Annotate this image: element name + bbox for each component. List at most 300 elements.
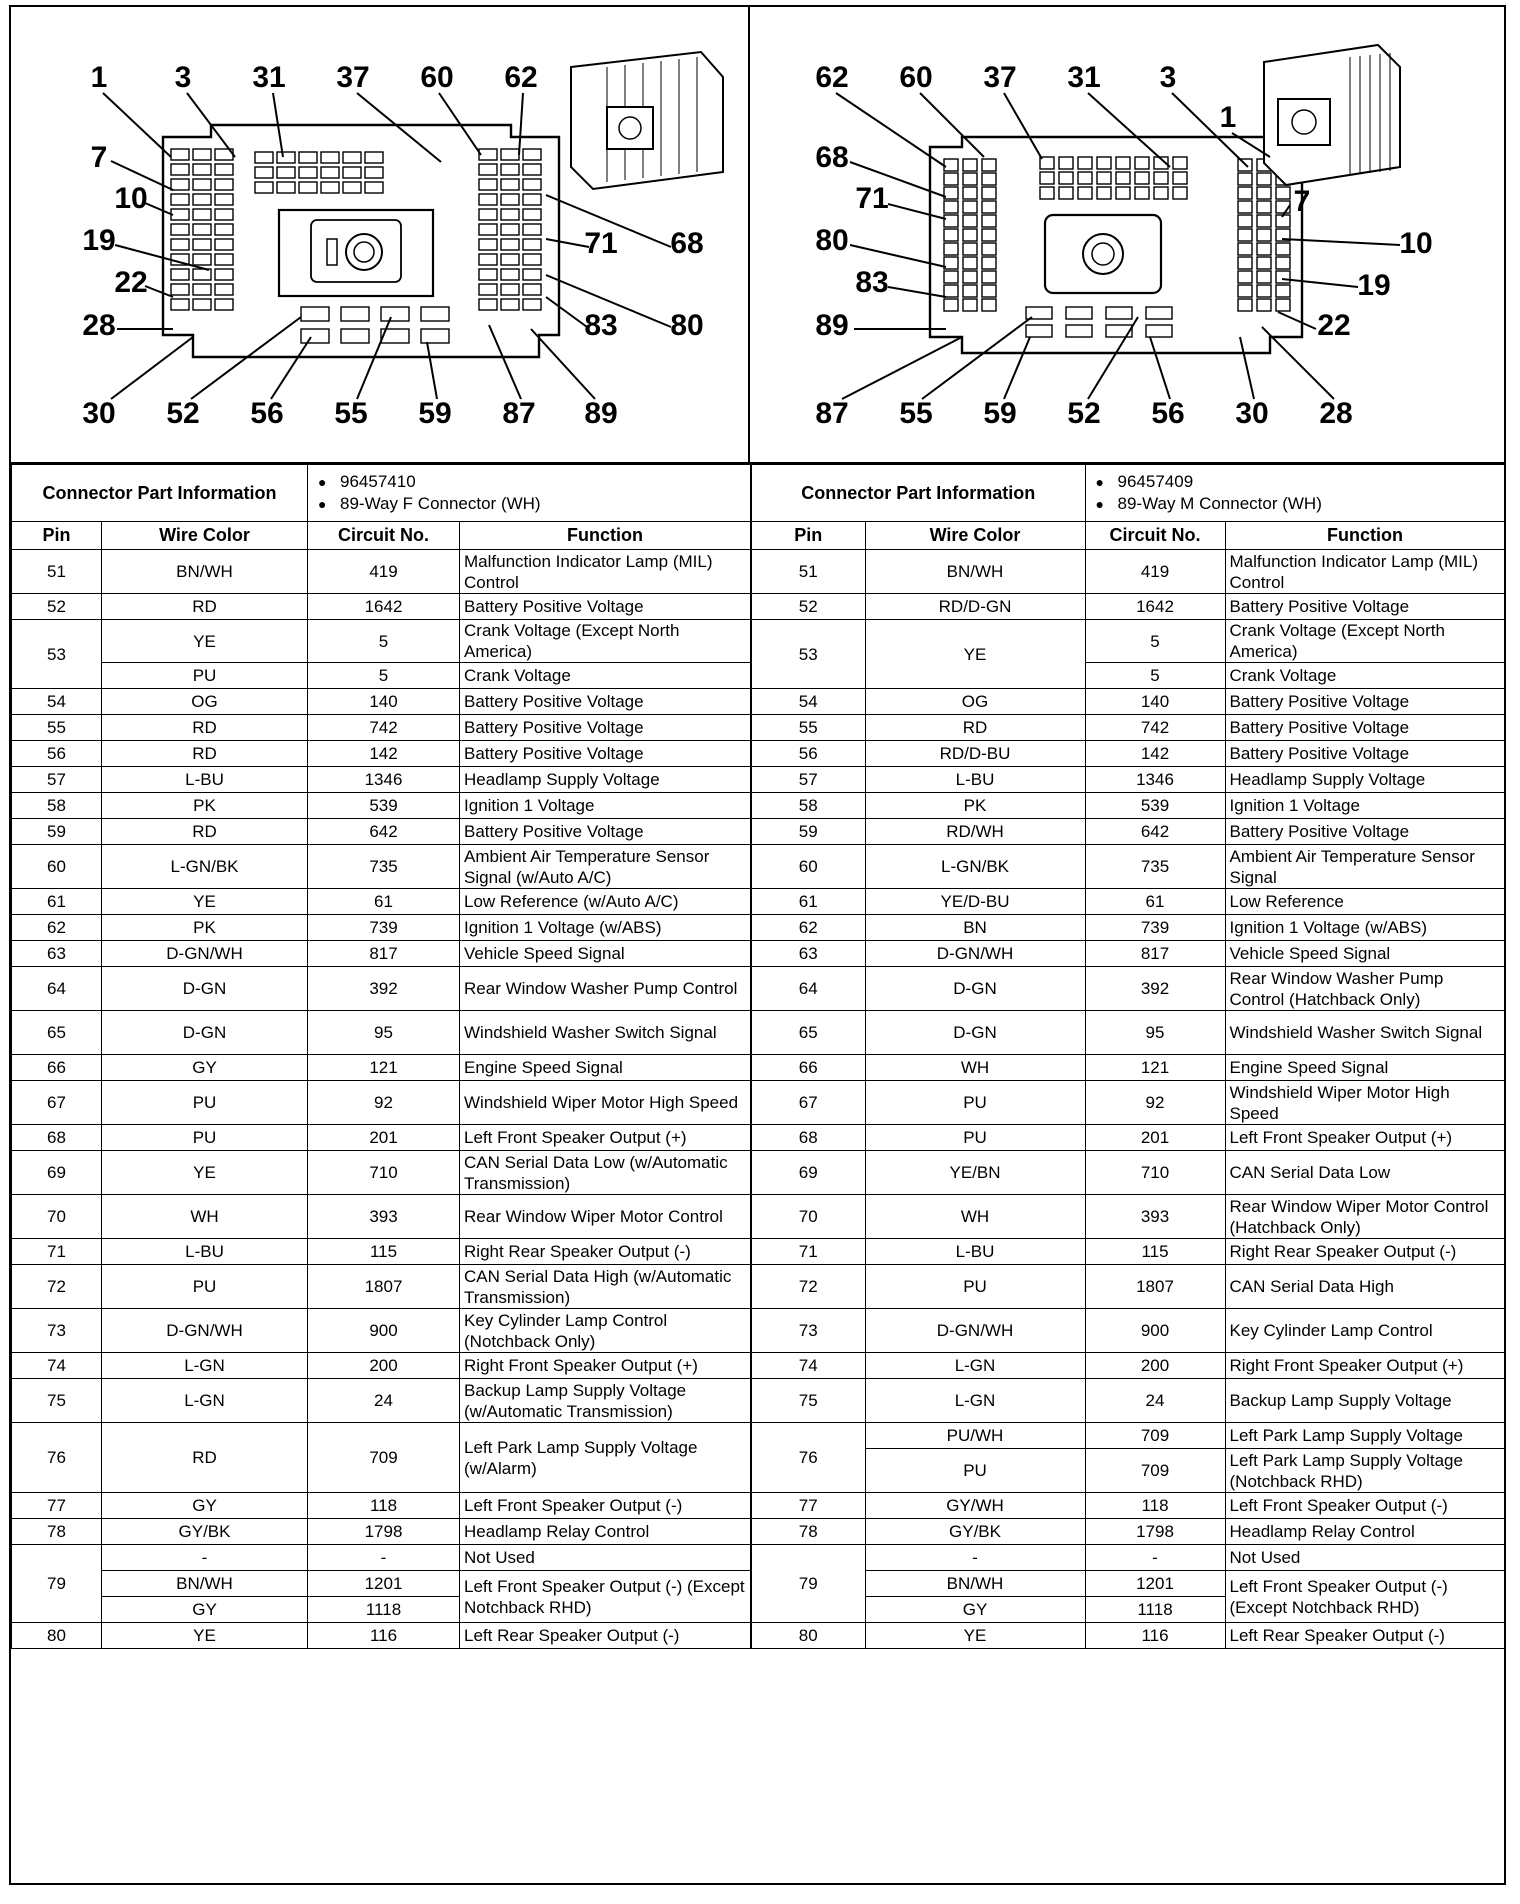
pin-cell: 65 <box>751 1011 865 1055</box>
terminal-cavity <box>501 149 519 160</box>
terminal-cavity <box>1059 157 1073 169</box>
wire-color-cell: PK <box>102 915 308 941</box>
wire-color-cell: WH <box>865 1055 1085 1081</box>
function-cell: Left Front Speaker Output (-) (Except Notchback RHD) <box>1225 1571 1505 1623</box>
wire-color-cell: YE <box>102 889 308 915</box>
terminal-cavity <box>1173 157 1187 169</box>
pin-number-label: 68 <box>815 141 849 174</box>
table-row <box>12 1623 751 1649</box>
pin-cell: 71 <box>751 1239 865 1265</box>
center-bolt-inner <box>1092 243 1114 265</box>
table-row <box>751 1265 1505 1309</box>
terminal-cavity <box>193 149 211 160</box>
wire-color-cell: GY/WH <box>865 1493 1085 1519</box>
wire-color-cell: GY <box>102 1493 308 1519</box>
wire-color-cell: BN/WH <box>865 550 1085 594</box>
pin-number-label: 59 <box>983 397 1017 430</box>
table-row <box>751 1195 1505 1239</box>
part-info-line <box>1096 493 1501 515</box>
circuit-number-cell: 61 <box>1085 889 1225 915</box>
table-row <box>12 620 751 663</box>
wire-color-cell: RD/WH <box>865 819 1085 845</box>
circuit-number-cell: 709 <box>308 1423 460 1493</box>
terminal-cavity <box>1257 243 1271 255</box>
function-cell: Vehicle Speed Signal <box>1225 941 1505 967</box>
terminal-cavity <box>277 152 295 163</box>
circuit-number-cell: 61 <box>308 889 460 915</box>
circuit-number-cell: 24 <box>1085 1379 1225 1423</box>
function-cell: Not Used <box>460 1545 751 1571</box>
function-cell: Left Park Lamp Supply Voltage (Notchback RHD) <box>1225 1449 1505 1493</box>
pin-cell: 67 <box>751 1081 865 1125</box>
wire-color-cell: YE <box>102 1623 308 1649</box>
terminal-cavity <box>171 179 189 190</box>
wire-color-cell: D-GN/WH <box>865 941 1085 967</box>
circuit-number-cell: 539 <box>308 793 460 819</box>
function-cell: Headlamp Supply Voltage <box>1225 767 1505 793</box>
table-row <box>12 1195 751 1239</box>
terminal-cavity <box>963 159 977 171</box>
function-cell: Ignition 1 Voltage (w/ABS) <box>1225 915 1505 941</box>
pin-number-label: 56 <box>1151 397 1185 430</box>
terminal-cavity <box>193 254 211 265</box>
table-row <box>751 550 1505 594</box>
part-info-row <box>751 465 1505 522</box>
table-row <box>751 1055 1505 1081</box>
table-row <box>751 941 1505 967</box>
wire-color-cell: PU/WH <box>865 1423 1085 1449</box>
terminal-cavity <box>171 269 189 280</box>
terminal-cavity <box>982 229 996 241</box>
terminal-cavity <box>299 152 317 163</box>
function-cell: Headlamp Supply Voltage <box>460 767 751 793</box>
pin-cell: 72 <box>751 1265 865 1309</box>
part-info-values <box>1085 465 1505 522</box>
circuit-number-cell: 201 <box>1085 1125 1225 1151</box>
pin-cell: 57 <box>751 767 865 793</box>
table-row <box>12 1309 751 1353</box>
pin-callout <box>1262 327 1353 430</box>
terminal-cavity <box>479 164 497 175</box>
circuit-number-cell: 1118 <box>308 1597 460 1623</box>
function-cell: Headlamp Relay Control <box>1225 1519 1505 1545</box>
terminal-cavity <box>963 173 977 185</box>
pin-cell: 51 <box>751 550 865 594</box>
pin-cell: 68 <box>751 1125 865 1151</box>
terminal-cavity <box>982 257 996 269</box>
terminal-cavity <box>479 194 497 205</box>
table-row <box>12 967 751 1011</box>
table-row <box>751 845 1505 889</box>
table-row <box>12 1519 751 1545</box>
circuit-number-cell: 709 <box>1085 1423 1225 1449</box>
circuit-number-cell: 121 <box>1085 1055 1225 1081</box>
function-cell: Crank Voltage <box>460 663 751 689</box>
function-cell: Battery Positive Voltage <box>460 689 751 715</box>
terminal-cavity <box>501 224 519 235</box>
part-info-label: Connector Part Information <box>751 465 1085 522</box>
circuit-number-cell: 200 <box>308 1353 460 1379</box>
wire-color-cell: RD <box>102 819 308 845</box>
table-row <box>12 1571 751 1597</box>
function-cell: Backup Lamp Supply Voltage <box>1225 1379 1505 1423</box>
table-row <box>12 663 751 689</box>
terminal-cavity <box>193 224 211 235</box>
terminal-cavity <box>341 329 369 343</box>
table-row <box>12 689 751 715</box>
connector-description: 89-Way F Connector (WH) <box>340 494 541 513</box>
table-row <box>751 1493 1505 1519</box>
terminal-cavity <box>381 307 409 321</box>
wire-color-cell: RD <box>102 741 308 767</box>
wire-color-cell: YE/BN <box>865 1151 1085 1195</box>
function-cell: Right Front Speaker Output (+) <box>460 1353 751 1379</box>
pin-number-label: 60 <box>420 61 454 94</box>
circuit-number-cell: 118 <box>308 1493 460 1519</box>
pin-cell: 55 <box>751 715 865 741</box>
table-row <box>12 741 751 767</box>
circuit-number-cell: 1798 <box>308 1519 460 1545</box>
terminal-cavity <box>171 299 189 310</box>
circuit-number-cell: 1201 <box>1085 1571 1225 1597</box>
terminal-cavity <box>501 194 519 205</box>
terminal-cavity <box>171 149 189 160</box>
terminal-cavity <box>1238 229 1252 241</box>
terminal-cavity <box>963 243 977 255</box>
terminal-cavity <box>1238 243 1252 255</box>
terminal-cavity <box>215 209 233 220</box>
terminal-cavity <box>1257 173 1271 185</box>
pin-number-label: 89 <box>584 397 618 430</box>
function-cell: CAN Serial Data High <box>1225 1265 1505 1309</box>
pin-number-label: 7 <box>1293 185 1311 218</box>
function-cell: Ignition 1 Voltage <box>460 793 751 819</box>
table-row <box>12 715 751 741</box>
table-row <box>12 1265 751 1309</box>
terminal-cavity <box>1078 187 1092 199</box>
terminal-cavity <box>501 239 519 250</box>
circuit-number-cell: 140 <box>1085 689 1225 715</box>
terminal-cavity <box>171 224 189 235</box>
terminal-cavity <box>479 179 497 190</box>
terminal-cavity <box>215 164 233 175</box>
function-cell: Battery Positive Voltage <box>1225 689 1505 715</box>
terminal-cavity <box>944 257 958 269</box>
terminal-cavity <box>982 173 996 185</box>
terminal-cavity <box>1078 157 1092 169</box>
terminal-cavity <box>421 329 449 343</box>
terminal-cavity <box>171 209 189 220</box>
pin-callout <box>546 275 704 342</box>
function-cell: Windshield Washer Switch Signal <box>460 1011 751 1055</box>
pin-cell: 75 <box>12 1379 102 1423</box>
terminal-cavity <box>479 209 497 220</box>
circuit-number-cell: 817 <box>308 941 460 967</box>
function-cell: Battery Positive Voltage <box>460 594 751 620</box>
bullet-icon: ● <box>1095 474 1104 490</box>
pin-number-label: 10 <box>114 182 148 215</box>
table-row <box>751 1571 1505 1597</box>
function-cell: Backup Lamp Supply Voltage (w/Automatic Transmission) <box>460 1379 751 1423</box>
function-cell: Left Front Speaker Output (+) <box>460 1125 751 1151</box>
pin-cell: 61 <box>751 889 865 915</box>
table-row <box>751 1309 1505 1353</box>
terminal-cavity <box>1238 201 1252 213</box>
pin-number-label: 80 <box>670 309 704 342</box>
function-cell: Crank Voltage <box>1225 663 1505 689</box>
circuit-number-cell: 1807 <box>1085 1265 1225 1309</box>
function-cell: Key Cylinder Lamp Control (Notchback Only) <box>460 1309 751 1353</box>
connector-body <box>163 125 559 357</box>
terminal-cavity <box>944 215 958 227</box>
circuit-number-cell: 92 <box>308 1081 460 1125</box>
pin-number-label: 30 <box>1235 397 1269 430</box>
pin-number-label: 52 <box>1067 397 1101 430</box>
terminal-cavity <box>1116 157 1130 169</box>
terminal-cavity <box>479 239 497 250</box>
terminal-cavity <box>193 299 211 310</box>
pin-number-label: 87 <box>815 397 849 430</box>
function-cell: Left Front Speaker Output (-) <box>1225 1493 1505 1519</box>
terminal-cavity <box>479 224 497 235</box>
function-cell: Engine Speed Signal <box>1225 1055 1505 1081</box>
table-row <box>12 889 751 915</box>
circuit-number-cell: 1346 <box>308 767 460 793</box>
circuit-number-cell: 1798 <box>1085 1519 1225 1545</box>
terminal-cavity <box>963 201 977 213</box>
terminal-cavity <box>193 284 211 295</box>
table-row <box>751 1449 1505 1493</box>
circuit-number-cell: 709 <box>1085 1449 1225 1493</box>
terminal-cavity <box>321 167 339 178</box>
terminal-cavity <box>193 239 211 250</box>
pin-cell: 62 <box>12 915 102 941</box>
function-cell: Left Park Lamp Supply Voltage <box>1225 1423 1505 1449</box>
thumbnail-bolt <box>619 117 641 139</box>
pin-number-label: 19 <box>82 224 116 257</box>
terminal-cavity <box>963 299 977 311</box>
terminal-cavity <box>479 299 497 310</box>
terminal-cavity <box>193 209 211 220</box>
pin-cell: 59 <box>751 819 865 845</box>
table-row <box>12 845 751 889</box>
terminal-cavity <box>421 307 449 321</box>
terminal-cavity <box>501 179 519 190</box>
terminal-cavity <box>193 194 211 205</box>
terminal-cavity <box>1173 187 1187 199</box>
pin-cell: 53 <box>751 620 865 689</box>
circuit-number-cell: 1118 <box>1085 1597 1225 1623</box>
function-cell: Right Rear Speaker Output (-) <box>1225 1239 1505 1265</box>
terminal-cavity <box>215 254 233 265</box>
pin-number-label: 68 <box>670 227 704 260</box>
table-row <box>751 1423 1505 1449</box>
terminal-cavity <box>1257 271 1271 283</box>
terminal-cavity <box>944 299 958 311</box>
pin-number-label: 62 <box>815 61 849 94</box>
circuit-number-cell: 1807 <box>308 1265 460 1309</box>
function-cell: Left Rear Speaker Output (-) <box>460 1623 751 1649</box>
table-row <box>751 1353 1505 1379</box>
terminal-cavity <box>255 152 273 163</box>
pin-cell: 53 <box>12 620 102 689</box>
table-row <box>12 1011 751 1055</box>
terminal-cavity <box>1238 285 1252 297</box>
terminal-cavity <box>944 187 958 199</box>
wire-color-cell: YE <box>102 620 308 663</box>
circuit-number-cell: 95 <box>308 1011 460 1055</box>
pin-cell: 58 <box>12 793 102 819</box>
terminal-cavity <box>1276 243 1290 255</box>
terminal-cavity <box>963 257 977 269</box>
m-connector-end-view-diagram <box>750 7 1487 462</box>
table-row <box>12 1423 751 1493</box>
wire-color-cell: D-GN <box>865 1011 1085 1055</box>
circuit-number-cell: 5 <box>1085 620 1225 663</box>
pin-cell: 71 <box>12 1239 102 1265</box>
function-cell: Windshield Wiper Motor High Speed <box>1225 1081 1505 1125</box>
wire-color-cell: D-GN/WH <box>102 941 308 967</box>
pin-cell: 77 <box>12 1493 102 1519</box>
pin-number-label: 1 <box>1219 101 1237 134</box>
part-info-row <box>12 465 751 522</box>
latch-slot <box>327 239 337 265</box>
function-cell: Headlamp Relay Control <box>460 1519 751 1545</box>
part-info-values <box>308 465 751 522</box>
terminal-cavity <box>944 201 958 213</box>
terminal-cavity <box>1238 187 1252 199</box>
circuit-number-cell: 201 <box>308 1125 460 1151</box>
terminal-cavity <box>523 149 541 160</box>
terminal-cavity <box>1276 299 1290 311</box>
wire-color-cell: RD/D-GN <box>865 594 1085 620</box>
pin-header: Pin <box>751 522 865 550</box>
terminal-cavity <box>1238 173 1252 185</box>
function-cell: Right Front Speaker Output (+) <box>1225 1353 1505 1379</box>
circuit-number-cell: 1642 <box>1085 594 1225 620</box>
table-row <box>12 819 751 845</box>
terminal-cavity <box>982 215 996 227</box>
terminal-cavity <box>365 167 383 178</box>
pin-cell: 78 <box>12 1519 102 1545</box>
pin-cell: 59 <box>12 819 102 845</box>
pin-cell: 64 <box>751 967 865 1011</box>
table-row <box>751 767 1505 793</box>
pin-number-label: 1 <box>90 61 108 94</box>
table-row <box>12 1055 751 1081</box>
terminal-cavity <box>255 167 273 178</box>
wire-color-cell: D-GN <box>865 967 1085 1011</box>
function-cell: Ambient Air Temperature Sensor Signal <box>1225 845 1505 889</box>
wire-color-cell: L-GN <box>102 1353 308 1379</box>
wire-color-cell: WH <box>102 1195 308 1239</box>
function-header: Function <box>460 522 751 550</box>
pin-cell: 56 <box>751 741 865 767</box>
wire-color-cell: RD <box>102 1423 308 1493</box>
pin-number-label: 31 <box>1067 61 1101 94</box>
circuit-number-cell: 142 <box>308 741 460 767</box>
circuit-number-cell: 5 <box>308 620 460 663</box>
thumbnail-bolt <box>1292 110 1316 134</box>
pin-callout <box>82 309 173 342</box>
function-cell: CAN Serial Data Low <box>1225 1151 1505 1195</box>
circuit-number-cell: 392 <box>308 967 460 1011</box>
circuit-number-cell: 1201 <box>308 1571 460 1597</box>
function-cell: Ambient Air Temperature Sensor Signal (w/Auto A/C) <box>460 845 751 889</box>
function-cell: CAN Serial Data Low (w/Automatic Transmission) <box>460 1151 751 1195</box>
circuit-number-cell: 142 <box>1085 741 1225 767</box>
function-cell: Battery Positive Voltage <box>1225 819 1505 845</box>
terminal-cavity <box>1135 157 1149 169</box>
wire-color-cell: PU <box>865 1265 1085 1309</box>
terminal-cavity <box>1257 257 1271 269</box>
terminal-cavity <box>963 229 977 241</box>
pin-cell: 70 <box>12 1195 102 1239</box>
function-cell: Battery Positive Voltage <box>1225 741 1505 767</box>
circuit-number-cell: 642 <box>1085 819 1225 845</box>
wire-color-cell: L-GN/BK <box>865 845 1085 889</box>
pin-cell: 72 <box>12 1265 102 1309</box>
part-number: 96457409 <box>1117 472 1194 491</box>
wire-color-cell: L-BU <box>102 767 308 793</box>
terminal-cavity <box>1257 285 1271 297</box>
table-row <box>12 1493 751 1519</box>
terminal-cavity <box>523 194 541 205</box>
function-cell: Rear Window Washer Pump Control <box>460 967 751 1011</box>
terminal-cavity <box>301 307 329 321</box>
pin-cell: 54 <box>12 689 102 715</box>
function-cell: Left Front Speaker Output (-) (Except Notchback RHD) <box>460 1571 751 1623</box>
function-cell: Battery Positive Voltage <box>460 715 751 741</box>
circuit-number-cell: 739 <box>308 915 460 941</box>
function-cell: Rear Window Washer Pump Control (Hatchback Only) <box>1225 967 1505 1011</box>
wire-color-cell: RD <box>102 594 308 620</box>
terminal-cavity <box>1066 325 1092 337</box>
terminal-cavity <box>479 269 497 280</box>
table-row <box>751 889 1505 915</box>
pin-cell: 74 <box>12 1353 102 1379</box>
terminal-cavity <box>1238 257 1252 269</box>
pin-cell: 69 <box>12 1151 102 1195</box>
terminal-cavity <box>944 271 958 283</box>
pin-cell: 78 <box>751 1519 865 1545</box>
table-row <box>12 1353 751 1379</box>
circuit-number-cell: 393 <box>308 1195 460 1239</box>
pin-number-label: 19 <box>1357 269 1391 302</box>
pin-number-label: 83 <box>855 266 889 299</box>
terminal-cavity <box>944 243 958 255</box>
circuit-number-cell: - <box>308 1545 460 1571</box>
circuit-number-cell: 742 <box>1085 715 1225 741</box>
wire-color-cell: BN/WH <box>865 1571 1085 1597</box>
circuit-number-cell: 115 <box>308 1239 460 1265</box>
pin-number-label: 31 <box>252 61 286 94</box>
table-row <box>12 1239 751 1265</box>
terminal-cavity <box>301 329 329 343</box>
pin-cell: 66 <box>12 1055 102 1081</box>
pin-cell: 63 <box>751 941 865 967</box>
table-row <box>12 915 751 941</box>
pin-cell: 57 <box>12 767 102 793</box>
pin-cell: 77 <box>751 1493 865 1519</box>
terminal-cavity <box>215 224 233 235</box>
pin-number-label: 22 <box>1317 309 1351 342</box>
wire-color-cell: L-BU <box>865 1239 1085 1265</box>
table-row <box>12 594 751 620</box>
terminal-cavity <box>1257 201 1271 213</box>
part-info-line <box>318 471 746 493</box>
wire-color-cell: PU <box>102 1125 308 1151</box>
